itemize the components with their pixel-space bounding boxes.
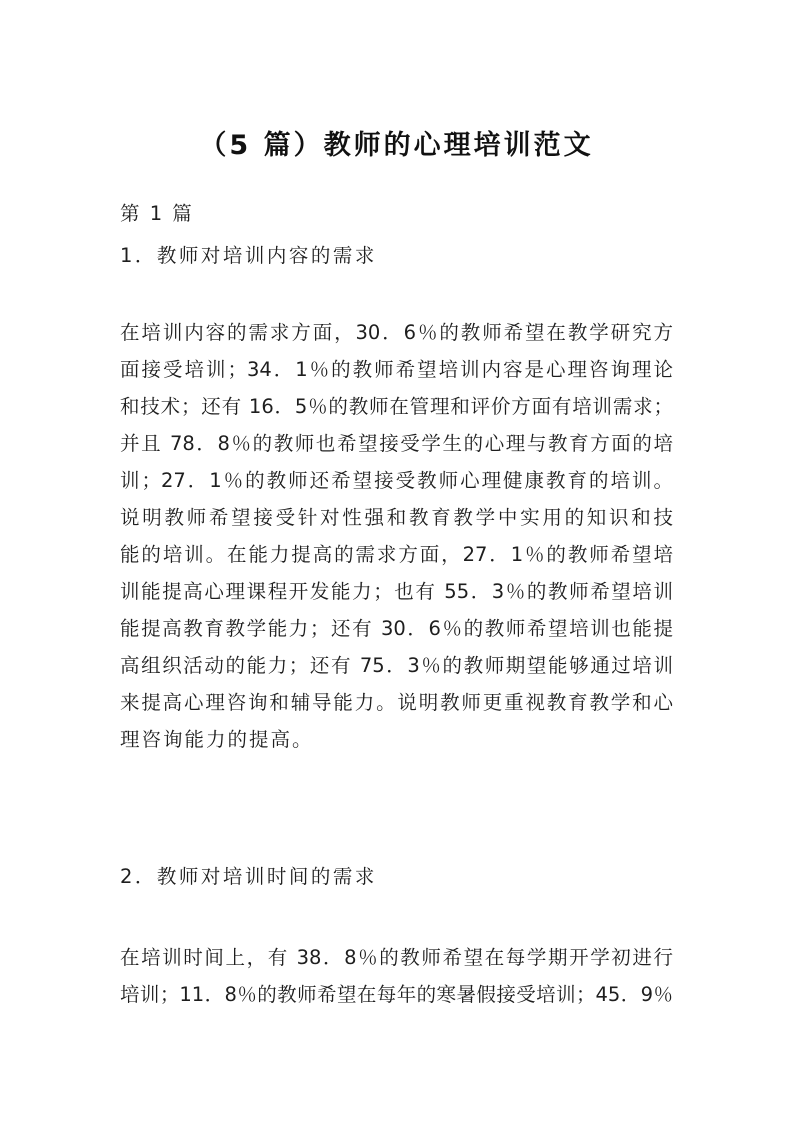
paragraph-line: 在培训内容的需求方面，30．6％的教师希望在教学研究方 (120, 321, 673, 344)
heading-training-time: 2．教师对培训时间的需求 (120, 865, 377, 888)
paragraph-line: 理咨询能力的提高。 (120, 728, 314, 751)
paragraph-line: 来提高心理咨询和辅导能力。说明教师更重视教育教学和心 (120, 691, 673, 714)
heading-training-content: 1．教师对培训内容的需求 (120, 244, 377, 267)
paragraph-line: 和技术；还有 16．5％的教师在管理和评价方面有培训需求； (120, 395, 673, 418)
paragraph-line: 训能提高心理课程开发能力；也有 55．3％的教师希望培训 (120, 580, 673, 603)
paragraph-line: 面接受培训；34．1％的教师希望培训内容是心理咨询理论 (120, 358, 673, 381)
paragraph-line: 说明教师希望接受针对性强和教育教学中实用的知识和技 (120, 506, 673, 529)
paragraph-line: 能提高教育教学能力；还有 30．6％的教师希望培训也能提 (120, 617, 673, 640)
paragraph-line: 并且 78．8％的教师也希望接受学生的心理与教育方面的培 (120, 432, 673, 455)
paragraph-line: 培训；11．8％的教师希望在每年的寒暑假接受培训；45．9％ (120, 983, 673, 1006)
document-title: （5 篇）教师的心理培训范文 (199, 130, 594, 161)
paragraph-line: 能的培训。在能力提高的需求方面，27．1％的教师希望培 (120, 543, 673, 566)
paragraph-line: 高组织活动的能力；还有 75．3％的教师期望能够通过培训 (120, 654, 673, 677)
section-label: 第 1 篇 (120, 202, 194, 225)
paragraph-line: 在培训时间上，有 38．8％的教师希望在每学期开学初进行 (120, 946, 673, 969)
paragraph-line: 训；27．1％的教师还希望接受教师心理健康教育的培训。 (120, 469, 673, 492)
